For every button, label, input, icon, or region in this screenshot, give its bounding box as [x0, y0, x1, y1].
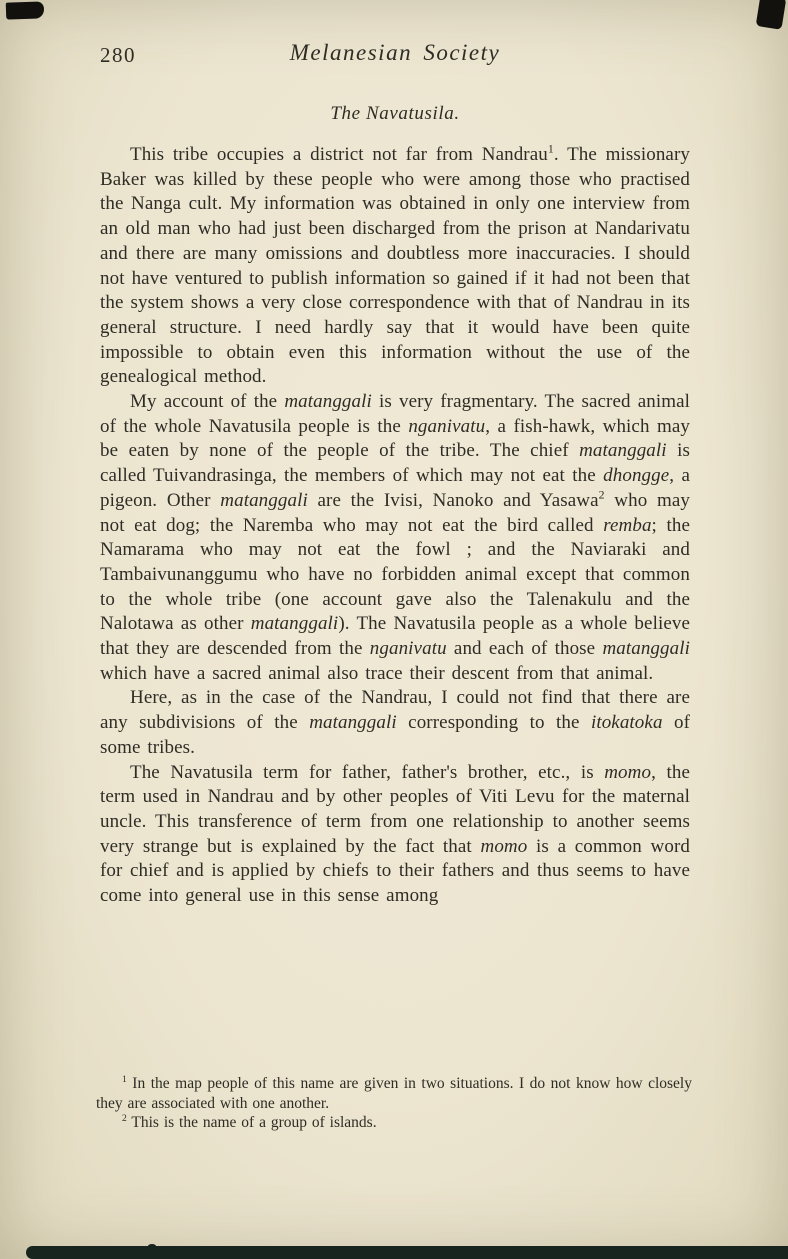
- paragraph: [100, 390, 690, 686]
- text-run: and each of those: [446, 638, 603, 660]
- text-run: which have a sacred animal also trace their descent from that animal.: [100, 662, 654, 684]
- italic-text-run: nganivatu: [408, 415, 486, 437]
- italic-text-run: matanggali: [579, 440, 667, 462]
- italic-text-run: momo: [480, 835, 528, 857]
- italic-text-run: itokatoka: [590, 712, 663, 734]
- text-run: . The missionary Baker was killed by these people who were among those who practised the Nanga cult. My information was obtained in only one interview from an old man who had just been discharged from the prison at Nandarivatu and there are many omissions and doubtless more inaccuracies. I should not have ventured to publish information so gained if it had not been that the system shows a very close correspondence with that of Nandrau in its general structure. I need hardly say that it would have been quite impossible to obtain even this information without the use of the genealogical method.: [100, 144, 690, 388]
- page-header: [100, 40, 690, 70]
- scan-artifact-top-right: [756, 0, 787, 30]
- italic-text-run: remba: [603, 514, 652, 536]
- footnote: [96, 1074, 692, 1113]
- paragraph: [100, 686, 690, 760]
- italic-text-run: matanggali: [220, 489, 308, 511]
- text-run: of some tribes.: [100, 712, 690, 758]
- text-run: is called Tuivandrasinga, the members of which may not eat the: [100, 440, 690, 487]
- paragraph: [100, 143, 690, 390]
- italic-text-run: matanggali: [602, 638, 690, 660]
- italic-text-run: matanggali: [284, 391, 372, 413]
- paragraph: [100, 761, 690, 909]
- text-run: This tribe occupies a district not far from Nandrau: [130, 144, 548, 165]
- text-run: My account of the: [130, 391, 285, 413]
- text-run: , a fish-hawk, which may be eaten by none of the people of the tribe. The chief: [100, 415, 690, 462]
- page-number: 280: [100, 43, 136, 67]
- text-run: is very fragmentary. The sacred animal of the whole Navatusila people is the: [100, 391, 691, 437]
- italic-text-run: nganivatu: [369, 638, 447, 660]
- footnote-marker: 2: [598, 488, 605, 502]
- text-run: who may not eat dog; the Naremba who may not eat the bird called: [100, 489, 691, 536]
- italic-text-run: matanggali: [250, 613, 339, 635]
- footnotes: [96, 1074, 692, 1133]
- footnote-marker: 1: [547, 142, 554, 156]
- text-run: In the map people of this name are given in two situations. I do not know how closely they are associated with one another.: [96, 1075, 692, 1112]
- text-run: are the Ivisi, Nanoko and Yasawa: [307, 489, 599, 511]
- italic-text-run: momo: [604, 761, 652, 783]
- text-run: , a pigeon. Other: [100, 465, 691, 511]
- section-title: The Navatusila.: [330, 103, 460, 124]
- running-header: Melanesian Society: [289, 40, 501, 65]
- text-run: , the term used in Nandrau and by other peoples of Viti Levu for the maternal uncle. This transference of term from one relationship to another seems very strange but is explained by the fact that: [100, 761, 690, 857]
- italic-text-run: matanggali: [309, 712, 397, 734]
- scan-artifact-top-left: [6, 1, 45, 19]
- footnote: [96, 1113, 692, 1133]
- page-body: [100, 143, 690, 909]
- italic-text-run: dhongge: [603, 465, 670, 487]
- text-run: is a common word for chief and is applied by chiefs to their fathers and thus seems to have come into general use in this sense among: [100, 835, 690, 907]
- text-run: This is the name of a group of islands.: [126, 1114, 377, 1131]
- text-run: corresponding to the: [396, 712, 591, 734]
- footnote-marker: 2: [122, 1112, 127, 1124]
- text-run: ; the Namarama who may not eat the fowl ; and the Naviaraki and Tambaivunanggumu who have no forbidden animal except that common to the whole tribe (one account gave also the Talenakulu and the Nalotawa as other: [100, 514, 690, 635]
- scan-artifact-bottom-bar: [26, 1246, 788, 1259]
- text-run: ). The Navatusila people as a whole believe that they are descended from the: [100, 613, 690, 660]
- text-run: The Navatusila term for father, father's brother, etc., is: [130, 761, 605, 783]
- text-run: Here, as in the case of the Nandrau, I could not find that there are any subdivisions of the: [100, 687, 690, 734]
- footnote-marker: 1: [122, 1073, 127, 1085]
